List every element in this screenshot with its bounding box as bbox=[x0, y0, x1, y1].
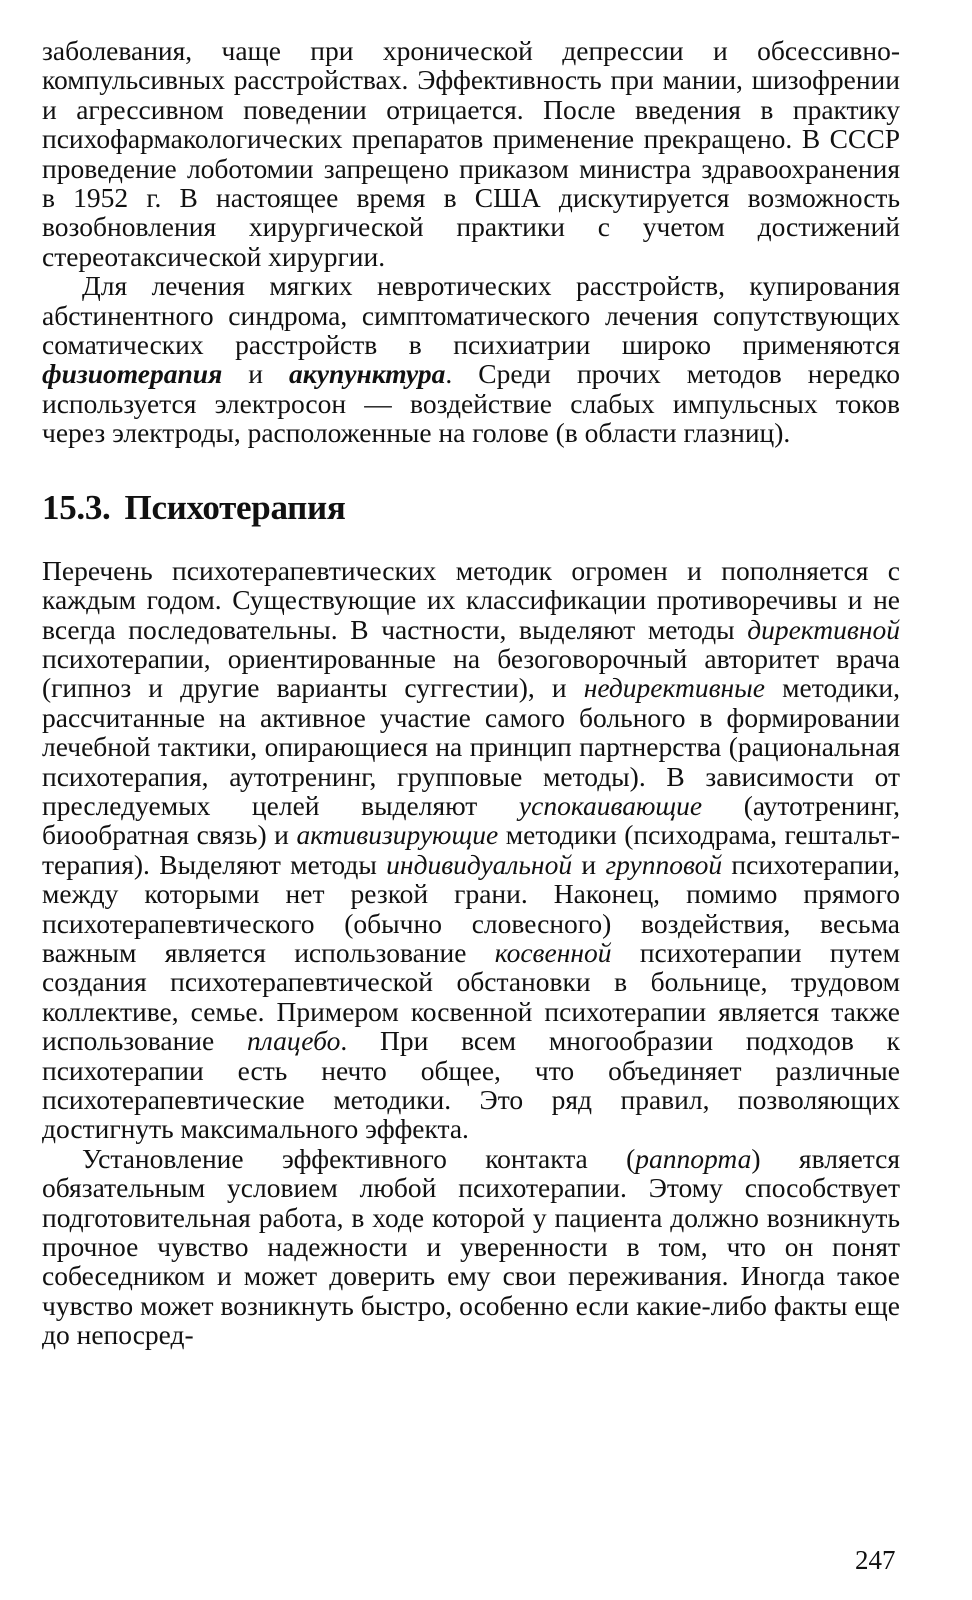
text-run: и bbox=[572, 848, 606, 880]
text-run: и bbox=[222, 358, 290, 390]
text-run: (аутотренинг, биообратная связь) и bbox=[42, 789, 900, 851]
term-nondirective: недирективные bbox=[583, 672, 766, 704]
text-run: . Среди прочих методов нередко используется электросон — воздействие слабых импульсных токов через электроды, расположенные на голове (в области глазниц). bbox=[42, 358, 900, 449]
text-run: ) является обязательным условием любой психотерапии. Этому способствует подготовительная работа, в ходе которой у пациента должно возникнуть прочное чувство надежности и уверенности в том, что он понят собеседником и может доверить ему свои переживания. Иногда такое чувство может возникнуть быстро, особенно если какие-либо факты еще до непосред- bbox=[42, 1142, 900, 1351]
text-run: психотерапии, между которыми нет резкой грани. Наконец, помимо прямого психотерапевтического (обычно словесного) воздействия, весьма важным является использование bbox=[42, 848, 900, 968]
text-run: методики, рассчитанные на активное участие самого больного в формировании лечебной тактики, опирающиеся на принцип партнерства (рациональная психотерапия, аутотренинг, групповые методы). В зависимости от преследуемых целей выделяют bbox=[42, 672, 901, 821]
text-run: Перечень психотерапевтических методик огромен и пополняется с каждым годом. Существующие их классификации противоречивы и не всегда последовательны. В частности, выделяют методы bbox=[42, 554, 900, 645]
text-run: Для лечения мягких невротических расстройств, купирования абстинентного синдрома, симптоматического лечения сопутствующих соматических расстройств в психиатрии широко применяются bbox=[42, 270, 900, 361]
paragraph-text: заболевания, чаще при хронической депрессии и обсессивно-компульсивных расстройствах. Эффективность при мании, шизофрении и агрессивном поведении отрицается. После введения в практику психофармакологических препаратов применение прекращено. В СССР проведение лоботомии запрещено приказом министра здравоохранения в 1952 г. В настоящее время в США дискутируется возможность возобновления хирургической практики с учетом достижений стереотаксической хирургии. bbox=[42, 35, 900, 272]
term-calming: успокаивающие bbox=[518, 789, 703, 821]
term-individual: индивидуальной bbox=[386, 848, 573, 880]
text-run: психотерапии, ориентированные на безоговорочный авторитет врача (гипноз и другие варианты суггестии), и bbox=[42, 642, 900, 704]
term-acupuncture: акупунктура bbox=[289, 358, 446, 390]
text-run: методики (психодрама, гештальт-терапия). Выделяют методы bbox=[42, 819, 901, 880]
term-indirect: косвенной bbox=[494, 936, 612, 968]
section-title: Психотерапия bbox=[124, 487, 346, 527]
paragraph-psychotherapy-methods bbox=[42, 556, 900, 1144]
term-physiotherapy: физиотерапия bbox=[42, 358, 223, 390]
term-rapport: раппорта bbox=[635, 1142, 752, 1174]
term-placebo: плацебо bbox=[247, 1025, 341, 1057]
paragraph-physiotherapy bbox=[42, 271, 900, 447]
text-run: Установление эффективного контакта ( bbox=[82, 1142, 636, 1174]
page-content bbox=[42, 36, 900, 1350]
page-number: 247 bbox=[855, 1545, 896, 1575]
section-number: 15.3. bbox=[42, 487, 111, 527]
text-run: психотерапии путем создания психотерапевтической обстановки в больнице, трудовом коллективе, семье. Примером косвенной психотерапии является также использование bbox=[42, 936, 900, 1057]
section-heading bbox=[42, 488, 900, 528]
paragraph-rapport bbox=[42, 1144, 900, 1350]
term-directive: директивной bbox=[747, 613, 900, 645]
term-activating: активизирующие bbox=[296, 819, 499, 851]
paragraph-lobotomy-end bbox=[42, 36, 900, 271]
term-group: групповой bbox=[605, 848, 723, 880]
text-run: . При всем многообразии подходов к психотерапии есть нечто общее, что объединяет различные психотерапевтические методики. Это ряд правил, позволяющих достигнуть максимального эффекта. bbox=[42, 1025, 901, 1145]
